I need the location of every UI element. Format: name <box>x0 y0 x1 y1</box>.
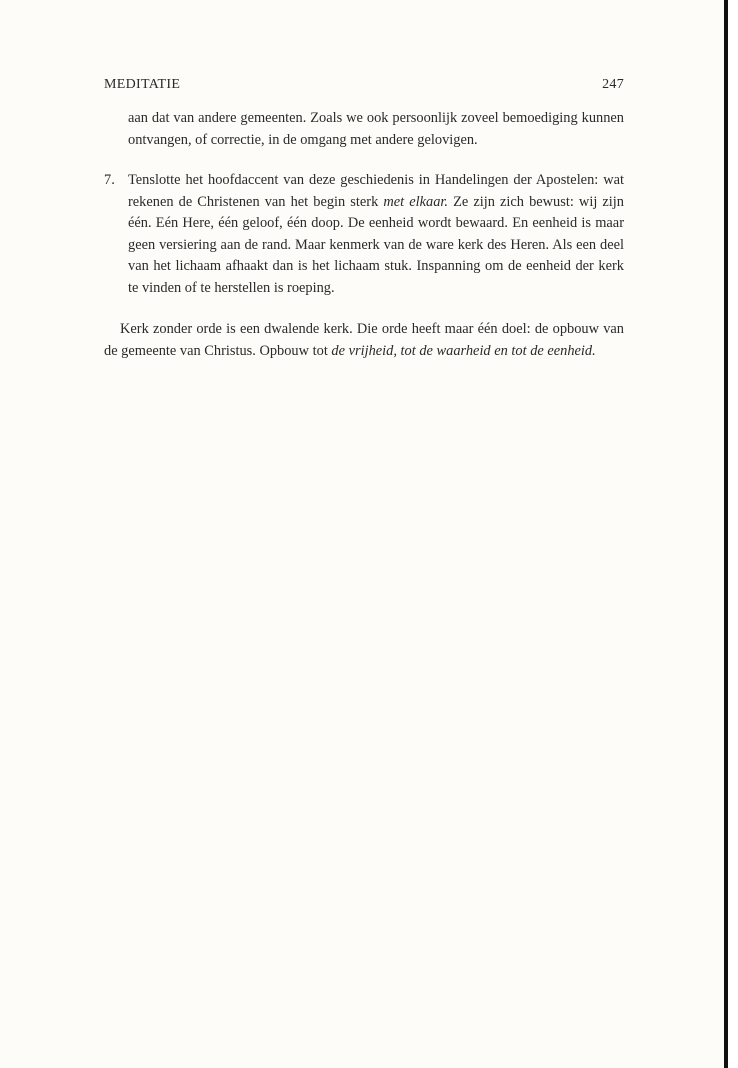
running-head: MEDITATIE <box>104 77 181 92</box>
list-item-number: 7. <box>104 172 115 188</box>
closing-paragraph <box>104 319 624 362</box>
continued-paragraph: aan dat van andere gemeenten. Zoals we ook persoonlijk zoveel bemoediging kunnen ontvangen, of correctie, in de omgang met andere gelovigen. <box>128 110 624 148</box>
closing-paragraph-emphasis: de vrijheid, tot de waarheid en tot de eenheid. <box>331 342 596 359</box>
list-item-text-end: Ze zijn zich bewust: wij zijn één. Eén Here, één geloof, één doop. De eenheid wordt bewaard. En eenheid is maar geen versiering aan de rand. Maar kenmerk van de ware kerk des Heren. Als een deel van het lichaam afhaakt dan is het lichaam stuk. Inspanning om de eenheid der kerk te vinden of te herstellen is roeping. <box>128 193 624 296</box>
list-item-text-start: Tenslotte het hoofdaccent van deze geschiedenis in Handelingen der Apostelen: wat rekenen de Christenen van het begin sterk <box>128 172 624 210</box>
list-item-emphasis: met elkaar. <box>383 193 449 210</box>
closing-paragraph-text: Kerk zonder orde is een dwalende kerk. Die orde heeft maar één doel: de opbouw van de gemeente van Christus. Opbouw tot <box>104 321 624 359</box>
body-text <box>104 108 624 362</box>
list-item-text <box>128 170 624 299</box>
page-number: 247 <box>602 77 624 92</box>
list-item-7 <box>104 170 624 299</box>
page-edge-border <box>724 0 738 1068</box>
